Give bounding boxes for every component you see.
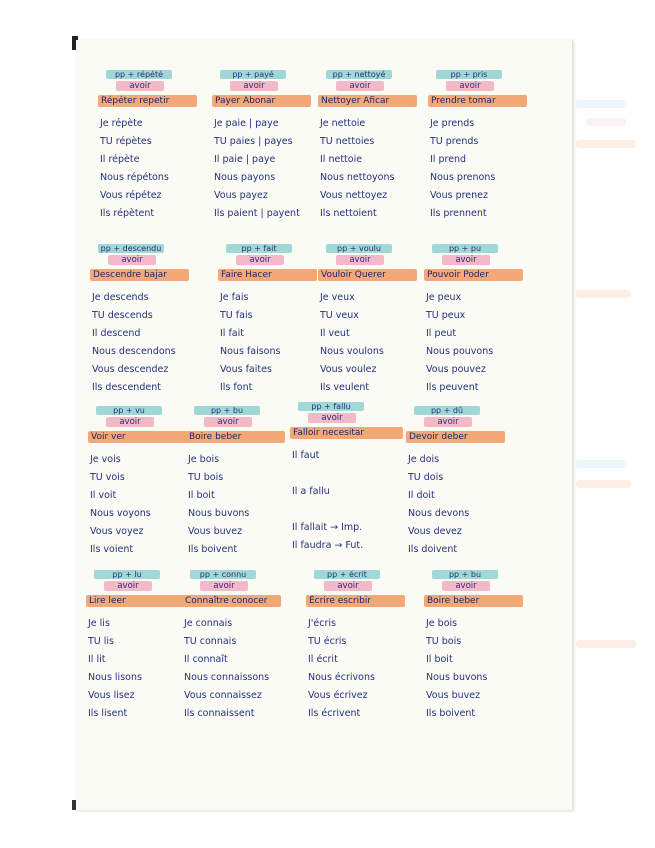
conjugation-line: Il descend — [92, 328, 141, 339]
past-participle-label: pp + bu — [432, 570, 498, 579]
conjugation-line: Vous prenez — [430, 190, 488, 201]
conjugation-line: TU peux — [426, 310, 466, 321]
conjugation-line: Il lit — [88, 654, 106, 665]
verb-card — [428, 70, 527, 223]
conjugation-line: Je bois — [426, 618, 458, 629]
auxiliary-label: avoir — [236, 255, 284, 265]
conjugation-line: Vous répétez — [100, 190, 162, 201]
conjugation-line: Il faudra → Fut. — [292, 540, 364, 551]
verb-title: Faire Hacer — [218, 269, 317, 281]
conjugation-line: Je descends — [92, 292, 149, 303]
past-participle-label: pp + pris — [436, 70, 502, 79]
conjugation-line: Vous voyez — [90, 526, 144, 537]
past-participle-label: pp + bu — [194, 406, 260, 415]
verb-card — [424, 244, 523, 397]
conjugation-line: Je veux — [320, 292, 355, 303]
past-participle-label: pp + pu — [432, 244, 498, 253]
conjugation-line: TU bois — [188, 472, 224, 483]
verb-card — [218, 244, 317, 397]
auxiliary-label: avoir — [104, 581, 152, 591]
conjugation-line: Nous buvons — [426, 672, 488, 683]
conjugation-line: TU prends — [430, 136, 479, 147]
verb-title: Pouvoir Poder — [424, 269, 523, 281]
conjugation-line: Vous pouvez — [426, 364, 486, 375]
conjugation-line: Vous payez — [214, 190, 268, 201]
verb-card — [90, 244, 189, 397]
conjugation-line: Vous buvez — [188, 526, 243, 537]
conjugation-line: Je vois — [90, 454, 121, 465]
verb-title: Boire beber — [186, 431, 285, 443]
auxiliary-label: avoir — [336, 255, 384, 265]
past-participle-label: pp + fallu — [298, 402, 364, 411]
auxiliary-label: avoir — [106, 417, 154, 427]
conjugation-line: Ils connaissent — [184, 708, 255, 719]
verb-card — [406, 406, 505, 559]
auxiliary-label: avoir — [324, 581, 372, 591]
conjugation-line: TU connais — [184, 636, 237, 647]
conjugation-line: Il peut — [426, 328, 457, 339]
auxiliary-label: avoir — [424, 417, 472, 427]
past-participle-label: pp + lu — [94, 570, 160, 579]
conjugation-line: Il fallait → Imp. — [292, 522, 363, 533]
verb-card — [318, 244, 417, 397]
conjugation-line: Je répète — [100, 118, 143, 129]
verb-title: Falloir necesitar — [290, 427, 403, 439]
auxiliary-label: avoir — [442, 255, 490, 265]
conjugation-line: Ils font — [220, 382, 253, 393]
auxiliary-label: avoir — [116, 81, 164, 91]
conjugation-line: Il boit — [426, 654, 453, 665]
verb-card — [212, 70, 311, 223]
conjugation-line: TU lis — [88, 636, 115, 647]
conjugation-line: Je dois — [408, 454, 440, 465]
conjugation-line: TU descends — [92, 310, 153, 321]
conjugation-line: TU paies | payes — [214, 136, 293, 147]
conjugation-line: Nous répétons — [100, 172, 169, 183]
conjugation-line: Il veut — [320, 328, 350, 339]
verb-card — [424, 570, 523, 723]
verb-title: Répéter repetir — [98, 95, 197, 107]
conjugation-line: Ils descendent — [92, 382, 161, 393]
conjugation-line: Il voit — [90, 490, 117, 501]
conjugation-line: Nous pouvons — [426, 346, 494, 357]
past-participle-label: pp + répété — [106, 70, 172, 79]
auxiliary-label: avoir — [204, 417, 252, 427]
conjugation-line: TU fais — [220, 310, 253, 321]
verb-title: Prendre tomar — [428, 95, 527, 107]
conjugation-line: Nous devons — [408, 508, 470, 519]
conjugation-line: TU bois — [426, 636, 462, 647]
conjugation-line: Ils écrivent — [308, 708, 361, 719]
conjugation-line: Je connais — [184, 618, 233, 629]
conjugation-line: Ils boivent — [426, 708, 476, 719]
verb-title: Descendre bajar — [90, 269, 189, 281]
verb-title: Nettoyer Aficar — [318, 95, 417, 107]
conjugation-line: Il connaît — [184, 654, 228, 665]
conjugation-line: Vous connaissez — [184, 690, 262, 701]
conjugation-line: Ils nettoient — [320, 208, 377, 219]
conjugation-line: Il faut — [292, 450, 320, 461]
conjugation-line: Nous nettoyons — [320, 172, 395, 183]
conjugation-line: Il a fallu — [292, 486, 330, 497]
conjugation-line: Nous buvons — [188, 508, 250, 519]
conjugation-line: Ils doivent — [408, 544, 458, 555]
conjugation-line: Il paie | paye — [214, 154, 276, 165]
conjugation-line: TU vois — [90, 472, 125, 483]
verb-title: Payer Abonar — [212, 95, 311, 107]
conjugation-line: Il boit — [188, 490, 215, 501]
conjugation-line — [290, 465, 403, 483]
past-participle-label: pp + dû — [414, 406, 480, 415]
conjugation-line: Je nettoie — [320, 118, 366, 129]
conjugation-line: Il écrit — [308, 654, 338, 665]
past-participle-label: pp + vu — [96, 406, 162, 415]
verb-card — [306, 570, 405, 723]
verb-title: Connaître conocer — [182, 595, 281, 607]
conjugation-line: Vous voulez — [320, 364, 377, 375]
conjugation-line: Nous voyons — [90, 508, 151, 519]
auxiliary-label: avoir — [442, 581, 490, 591]
auxiliary-label: avoir — [336, 81, 384, 91]
conjugation-line: Ils voient — [90, 544, 134, 555]
verb-title: Vouloir Querer — [318, 269, 417, 281]
conjugation-line: Il doit — [408, 490, 435, 501]
conjugation-line: Je bois — [188, 454, 220, 465]
conjugation-line: J'écris — [308, 618, 336, 629]
verb-card — [318, 70, 417, 223]
conjugation-line: Je fais — [220, 292, 249, 303]
verb-card — [88, 406, 187, 559]
verb-title: Boire beber — [424, 595, 523, 607]
conjugation-line: Vous nettoyez — [320, 190, 388, 201]
conjugation-line: Ils paient | payent — [214, 208, 300, 219]
verb-card — [86, 570, 185, 723]
verb-title: Écrire escribir — [306, 595, 405, 607]
auxiliary-label: avoir — [446, 81, 494, 91]
conjugation-line: Vous buvez — [426, 690, 481, 701]
bleed-through-marks — [576, 100, 655, 820]
conjugation-line: Ils peuvent — [426, 382, 479, 393]
conjugation-line: Nous payons — [214, 172, 276, 183]
conjugation-line: Il répète — [100, 154, 140, 165]
conjugation-line: Ils boivent — [188, 544, 238, 555]
verb-card — [182, 570, 281, 723]
conjugation-line: Vous devez — [408, 526, 462, 537]
conjugation-line: Vous écrivez — [308, 690, 368, 701]
conjugation-line: Vous descendez — [92, 364, 169, 375]
conjugation-line: Ils lisent — [88, 708, 128, 719]
verb-title: Lire leer — [86, 595, 185, 607]
conjugation-line: Vous faites — [220, 364, 272, 375]
conjugation-line: Il fait — [220, 328, 244, 339]
verb-card — [290, 402, 403, 555]
conjugation-line: Nous lisons — [88, 672, 142, 683]
conjugation-line: Je peux — [426, 292, 462, 303]
conjugation-line: Vous lisez — [88, 690, 135, 701]
conjugation-line: Nous voulons — [320, 346, 384, 357]
verb-card — [186, 406, 285, 559]
past-participle-label: pp + nettoyé — [326, 70, 392, 79]
auxiliary-label: avoir — [308, 413, 356, 423]
conjugation-line: TU dois — [408, 472, 444, 483]
conjugation-line: Nous prenons — [430, 172, 496, 183]
conjugation-line: Je lis — [88, 618, 110, 629]
conjugation-line: Je paie | paye — [214, 118, 279, 129]
conjugation-line: TU veux — [320, 310, 359, 321]
conjugation-line: TU répètes — [100, 136, 152, 147]
auxiliary-label: avoir — [200, 581, 248, 591]
conjugation-line: Nous faisons — [220, 346, 281, 357]
auxiliary-label: avoir — [230, 81, 278, 91]
conjugation-line: TU écris — [308, 636, 347, 647]
conjugation-line: Ils prennent — [430, 208, 487, 219]
conjugation-line — [290, 501, 403, 519]
conjugation-line: Il prend — [430, 154, 467, 165]
conjugation-line: Nous descendons — [92, 346, 176, 357]
conjugation-line: Ils veulent — [320, 382, 370, 393]
conjugation-line: Ils répètent — [100, 208, 155, 219]
conjugation-line: TU nettoies — [320, 136, 375, 147]
past-participle-label: pp + payé — [220, 70, 286, 79]
conjugation-line: Je prends — [430, 118, 475, 129]
past-participle-label: pp + descendu — [98, 244, 164, 253]
past-participle-label: pp + écrit — [314, 570, 380, 579]
verb-title: Devoir deber — [406, 431, 505, 443]
verb-title: Voir ver — [88, 431, 187, 443]
conjugation-line: Nous connaissons — [184, 672, 270, 683]
conjugation-line: Il nettoie — [320, 154, 363, 165]
past-participle-label: pp + fait — [226, 244, 292, 253]
conjugation-line: Nous écrivons — [308, 672, 375, 683]
past-participle-label: pp + voulu — [326, 244, 392, 253]
auxiliary-label: avoir — [108, 255, 156, 265]
verb-card — [98, 70, 197, 223]
past-participle-label: pp + connu — [190, 570, 256, 579]
